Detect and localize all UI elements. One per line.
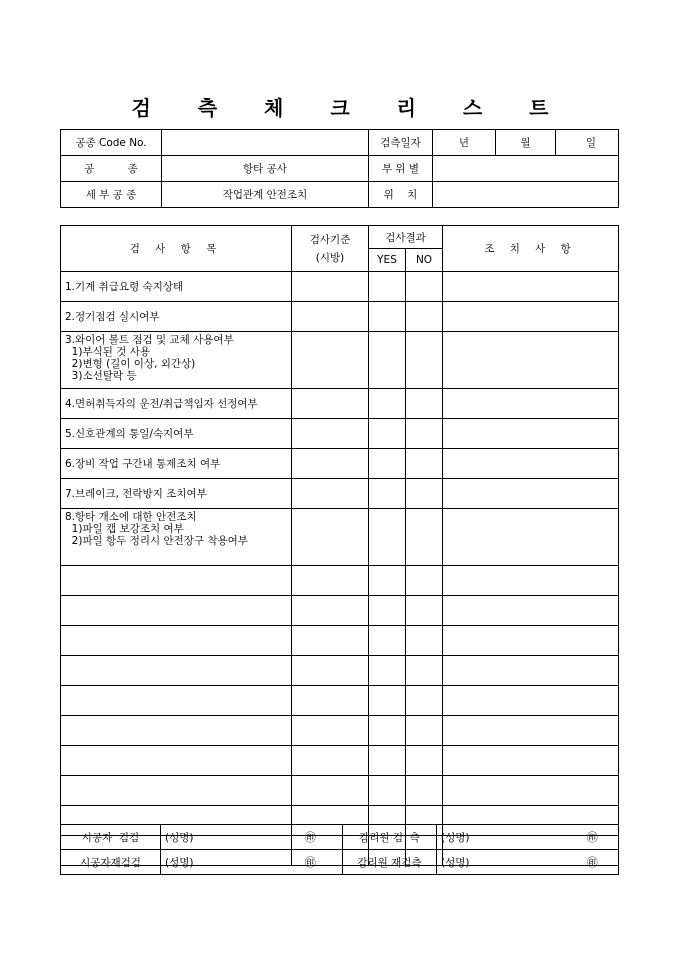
- signature-row-1: [61, 825, 619, 850]
- col-standard-line1: 검사기준: [309, 233, 351, 246]
- checklist-standard-cell[interactable]: [292, 776, 369, 806]
- checklist-standard-cell[interactable]: [292, 449, 369, 479]
- col-standard-header: [292, 226, 369, 272]
- supervisor-check-label: 감리원 검 측: [343, 825, 437, 850]
- checklist-yes-cell[interactable]: [369, 419, 406, 449]
- checklist-yes-cell[interactable]: [369, 272, 406, 302]
- supervisor-recheck-name[interactable]: (성명): [437, 850, 567, 875]
- date-month[interactable]: 월: [496, 130, 556, 156]
- checklist-action-cell[interactable]: [443, 566, 619, 596]
- code-value[interactable]: [162, 130, 369, 156]
- part-value[interactable]: [433, 156, 619, 182]
- signature-table: [60, 824, 619, 875]
- col-no-header: NO: [406, 249, 443, 272]
- checklist-row: [61, 389, 619, 419]
- checklist-yes-cell[interactable]: [369, 389, 406, 419]
- signature-row-2: [61, 850, 619, 875]
- type-value[interactable]: 항타 공사: [162, 156, 369, 182]
- col-yes-header: YES: [369, 249, 406, 272]
- checklist-no-cell[interactable]: [406, 596, 443, 626]
- checklist-row: [61, 509, 619, 566]
- checklist-blank-row: [61, 776, 619, 806]
- detail-value[interactable]: 작업관계 안전조치: [162, 182, 369, 208]
- checklist-blank-row: [61, 716, 619, 746]
- checklist-standard-cell[interactable]: [292, 272, 369, 302]
- col-item-header: [61, 226, 292, 272]
- checklist-action-cell[interactable]: [443, 776, 619, 806]
- col-item-text: 검 사 항 목: [129, 243, 223, 255]
- checklist-table: [60, 225, 619, 866]
- checklist-standard-cell[interactable]: [292, 389, 369, 419]
- checklist-item-line: 3.와이어 볼트 점검 및 교체 사용여부: [65, 334, 234, 346]
- checklist-item-cell: [61, 479, 292, 509]
- checklist-yes-cell[interactable]: [369, 566, 406, 596]
- checklist-no-cell[interactable]: [406, 626, 443, 656]
- checklist-item-cell: [61, 596, 292, 626]
- header-row-code: [61, 130, 619, 156]
- header-row-type: [61, 156, 619, 182]
- supervisor-check-name[interactable]: (성명): [437, 825, 567, 850]
- supervisor-check-seal-icon: ㊞: [567, 825, 619, 850]
- location-label: 위 치: [369, 182, 433, 208]
- location-value[interactable]: [433, 182, 619, 208]
- checklist-item-cell: [61, 389, 292, 419]
- col-standard-line2: (시방): [315, 251, 345, 264]
- checklist-no-cell[interactable]: [406, 389, 443, 419]
- checklist-yes-cell[interactable]: [369, 716, 406, 746]
- checklist-item-cell: [61, 272, 292, 302]
- checklist-item-line: 5.신호관계의 통일/숙지여부: [65, 427, 194, 440]
- checklist-action-cell[interactable]: [443, 686, 619, 716]
- checklist-yes-cell[interactable]: [369, 332, 406, 389]
- checklist-blank-row: [61, 746, 619, 776]
- checklist-no-cell[interactable]: [406, 302, 443, 332]
- checklist-row: [61, 272, 619, 302]
- contractor-check-name[interactable]: (성명): [161, 825, 279, 850]
- checklist-row: [61, 332, 619, 389]
- checklist-yes-cell[interactable]: [369, 656, 406, 686]
- part-label: 부 위 별: [369, 156, 433, 182]
- checklist-action-cell[interactable]: [443, 449, 619, 479]
- checklist-item-line: 1)부식된 것 사용: [65, 346, 150, 358]
- checklist-item-line: 7.브레이크, 전락방지 조치여부: [65, 487, 207, 500]
- header-table: [60, 129, 619, 208]
- checklist-standard-cell[interactable]: [292, 419, 369, 449]
- checklist-action-cell[interactable]: [443, 626, 619, 656]
- checklist-item-cell: [61, 716, 292, 746]
- checklist-item-cell: [61, 626, 292, 656]
- checklist-item-line: 2.정기점검 실시여부: [65, 310, 160, 323]
- header-row-detail: [61, 182, 619, 208]
- checklist-no-cell[interactable]: [406, 566, 443, 596]
- checklist-standard-cell[interactable]: [292, 509, 369, 566]
- checklist-item-line: 4.면허취득자의 운전/취급책임자 선정여부: [65, 397, 258, 410]
- checklist-yes-cell[interactable]: [369, 686, 406, 716]
- checklist-body: [61, 272, 619, 866]
- checklist-blank-row: [61, 626, 619, 656]
- checklist-standard-cell[interactable]: [292, 746, 369, 776]
- checklist-item-cell: [61, 656, 292, 686]
- checklist-item-cell: [61, 332, 292, 389]
- supervisor-recheck-seal-icon: ㊞: [567, 850, 619, 875]
- checklist-item-line: 3)소선탈락 등: [65, 370, 137, 382]
- type-label: [61, 156, 162, 182]
- checklist-item-cell: [61, 746, 292, 776]
- checklist-no-cell[interactable]: [406, 449, 443, 479]
- checklist-yes-cell[interactable]: [369, 626, 406, 656]
- checklist-blank-row: [61, 596, 619, 626]
- checklist-yes-cell[interactable]: [369, 596, 406, 626]
- checklist-standard-cell[interactable]: [292, 566, 369, 596]
- checklist-standard-cell[interactable]: [292, 686, 369, 716]
- checklist-blank-row: [61, 566, 619, 596]
- contractor-recheck-label: 시공자재검검: [61, 850, 161, 875]
- page-title: 검 측 체 크 리 스 트: [131, 96, 569, 120]
- col-action-header: [443, 226, 619, 272]
- checklist-action-cell[interactable]: [443, 746, 619, 776]
- checklist-standard-cell[interactable]: [292, 596, 369, 626]
- checklist-action-cell[interactable]: [443, 302, 619, 332]
- contractor-recheck-name[interactable]: (성명): [161, 850, 279, 875]
- type-label-text: 공 종: [84, 163, 138, 175]
- checklist-row: [61, 479, 619, 509]
- checklist-item-cell: [61, 509, 292, 566]
- checklist-item-cell: [61, 302, 292, 332]
- col-action-text: 조 치 사 항: [484, 243, 577, 255]
- date-day[interactable]: 일: [556, 130, 619, 156]
- checklist-item-line: 2)변형 (길이 이상, 외간상): [65, 358, 196, 370]
- date-year[interactable]: 년: [433, 130, 496, 156]
- checklist-standard-cell[interactable]: [292, 302, 369, 332]
- contractor-check-label: 시공자 검검: [61, 825, 161, 850]
- checklist-no-cell[interactable]: [406, 746, 443, 776]
- checklist-standard-cell[interactable]: [292, 626, 369, 656]
- checklist-action-cell[interactable]: [443, 716, 619, 746]
- checklist-no-cell[interactable]: [406, 332, 443, 389]
- date-label: 검측일자: [369, 130, 433, 156]
- checklist-action-cell[interactable]: [443, 509, 619, 566]
- checklist-no-cell[interactable]: [406, 272, 443, 302]
- checklist-row: [61, 449, 619, 479]
- checklist-yes-cell[interactable]: [369, 449, 406, 479]
- supervisor-recheck-label: 감리원 재검측: [343, 850, 437, 875]
- checklist-action-cell[interactable]: [443, 479, 619, 509]
- checklist-yes-cell[interactable]: [369, 509, 406, 566]
- checklist-yes-cell[interactable]: [369, 302, 406, 332]
- checklist-action-cell[interactable]: [443, 332, 619, 389]
- checklist-blank-row: [61, 686, 619, 716]
- contractor-recheck-seal-icon: ㊞: [279, 850, 343, 875]
- checklist-blank-row: [61, 656, 619, 686]
- checklist-standard-cell[interactable]: [292, 656, 369, 686]
- checklist-item-line: 6.장비 작업 구간내 통제조치 여부: [65, 457, 221, 470]
- code-label: 공종 Code No.: [61, 130, 162, 156]
- checklist-item-line: 8.항타 개소에 대한 안전조치: [65, 511, 197, 523]
- checklist-action-cell[interactable]: [443, 596, 619, 626]
- checklist-item-cell: [61, 686, 292, 716]
- checklist-action-cell[interactable]: [443, 389, 619, 419]
- checklist-yes-cell[interactable]: [369, 776, 406, 806]
- checklist-row: [61, 302, 619, 332]
- checklist-item-line: 2)파일 항두 정리시 안전장구 착용여부: [65, 535, 248, 547]
- checklist-standard-cell[interactable]: [292, 332, 369, 389]
- col-result-header: 검사결과: [369, 226, 443, 249]
- checklist-no-cell[interactable]: [406, 686, 443, 716]
- checklist-yes-cell[interactable]: [369, 479, 406, 509]
- checklist-item-cell: [61, 419, 292, 449]
- checklist-action-cell[interactable]: [443, 272, 619, 302]
- checklist-row: [61, 419, 619, 449]
- checklist-header-row: [61, 226, 619, 249]
- detail-label: 세 부 공 종: [61, 182, 162, 208]
- contractor-check-seal-icon: ㊞: [279, 825, 343, 850]
- checklist-no-cell[interactable]: [406, 776, 443, 806]
- checklist-item-cell: [61, 566, 292, 596]
- checklist-item-line: 1)파일 캡 보강조치 여부: [65, 523, 184, 535]
- checklist-action-cell[interactable]: [443, 419, 619, 449]
- checklist-item-cell: [61, 776, 292, 806]
- checklist-standard-cell[interactable]: [292, 716, 369, 746]
- checklist-no-cell[interactable]: [406, 656, 443, 686]
- checklist-no-cell[interactable]: [406, 479, 443, 509]
- checklist-item-line: 1.기계 취급요령 숙지상태: [65, 280, 184, 293]
- checklist-standard-cell[interactable]: [292, 479, 369, 509]
- checklist-no-cell[interactable]: [406, 716, 443, 746]
- checklist-action-cell[interactable]: [443, 656, 619, 686]
- checklist-no-cell[interactable]: [406, 419, 443, 449]
- checklist-no-cell[interactable]: [406, 509, 443, 566]
- checklist-yes-cell[interactable]: [369, 746, 406, 776]
- checklist-item-cell: [61, 449, 292, 479]
